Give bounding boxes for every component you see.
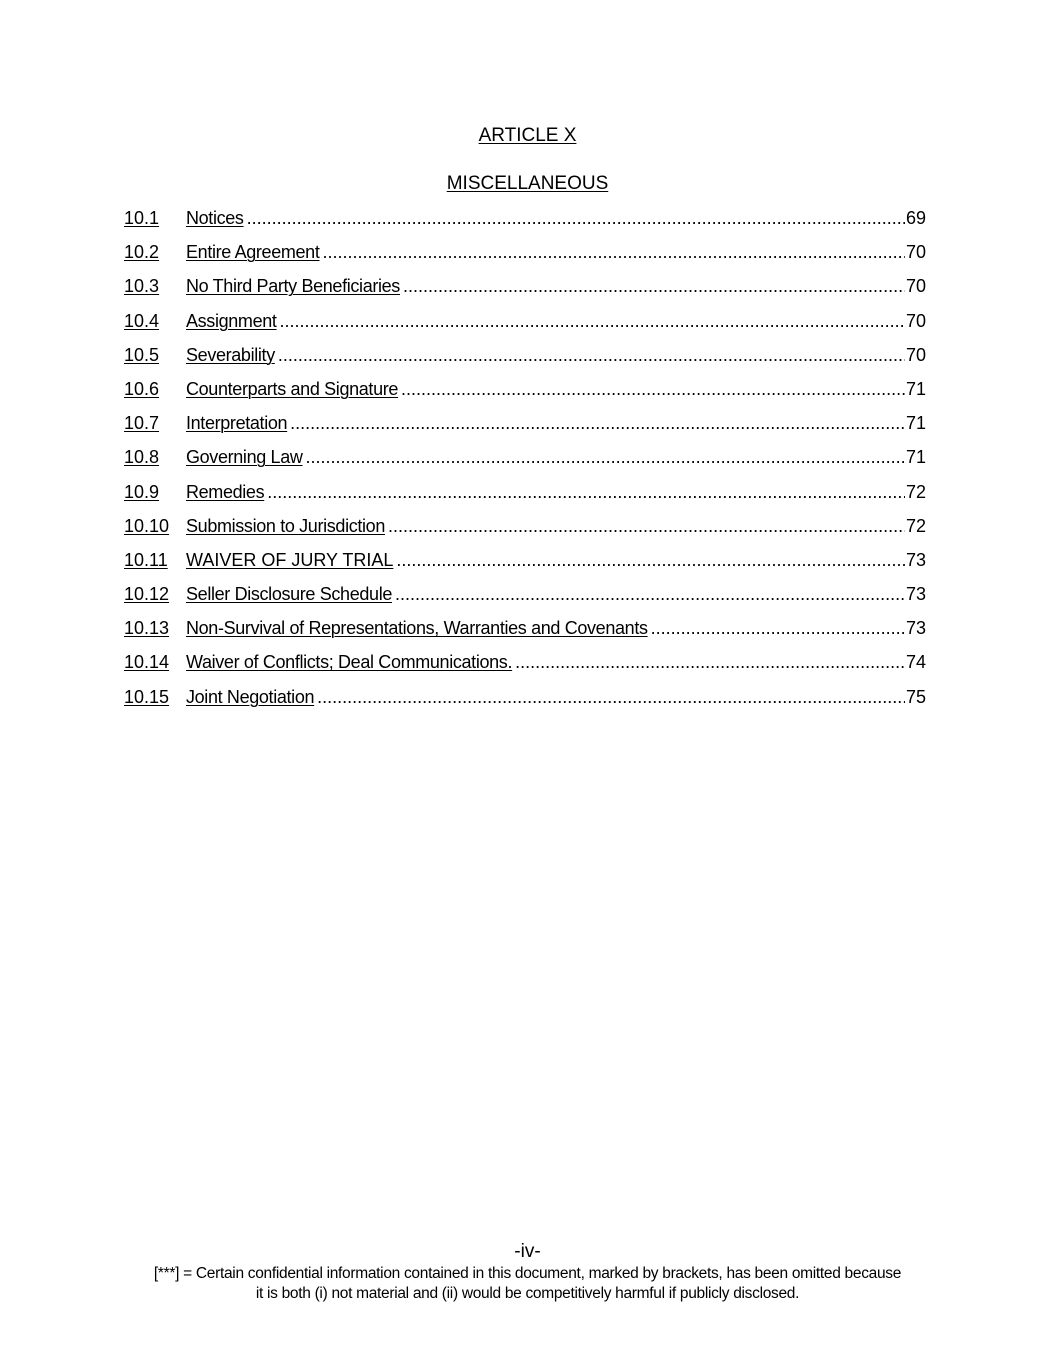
toc-entry-title: No Third Party Beneficiaries	[186, 276, 400, 297]
toc-entry-page: 74	[905, 652, 926, 673]
toc-entry-number: 10.13	[124, 618, 170, 639]
toc-dot-leader	[403, 274, 905, 298]
toc-entry-10-15[interactable]	[124, 685, 926, 719]
footnote-line-1: [***] = Certain confidential information contained in this document, marked by brackets, has been omitted because	[153, 1265, 902, 1282]
toc-entry-number: 10.15	[124, 686, 170, 707]
toc-entry-page: 75	[905, 686, 926, 707]
article-heading	[0, 124, 1055, 148]
toc-entry-10-14[interactable]	[124, 650, 926, 684]
toc-entry-page: 72	[905, 481, 926, 502]
toc-dot-leader	[651, 616, 905, 640]
toc-entry-number: 10.2	[124, 242, 160, 263]
toc-entry-title: Seller Disclosure Schedule	[186, 584, 393, 605]
toc-entry-title: Entire Agreement	[186, 242, 320, 263]
toc-dot-leader	[395, 582, 905, 606]
toc-entry-number: 10.7	[124, 413, 160, 434]
toc-entry-page: 73	[905, 618, 926, 639]
toc-entry-number: 10.14	[124, 652, 170, 673]
toc-dot-leader	[247, 206, 905, 230]
toc-entry-page: 72	[905, 515, 926, 536]
toc-entry-page: 71	[905, 447, 926, 468]
toc-entry-title: Interpretation	[186, 413, 288, 434]
toc-entry-title: Notices	[186, 208, 244, 228]
toc-entry-10-3[interactable]	[124, 274, 926, 308]
toc-entry-title: WAIVER OF JURY TRIAL	[186, 549, 394, 570]
toc-entry-10-8[interactable]	[124, 445, 926, 479]
toc-dot-leader	[515, 650, 905, 674]
toc-entry-title: Assignment	[186, 310, 277, 331]
toc-entry-number: 10.11	[124, 549, 168, 570]
toc-entry-number: 10.9	[124, 481, 160, 502]
toc-entry-title: Submission to Jurisdiction	[186, 515, 385, 536]
toc-entry-title: Remedies	[186, 481, 265, 502]
toc-entry-number: 10.1	[124, 208, 160, 228]
table-of-contents	[124, 206, 926, 719]
toc-entry-page: 71	[905, 378, 926, 399]
toc-dot-leader	[280, 309, 905, 333]
toc-dot-leader	[401, 377, 905, 401]
toc-entry-page: 73	[905, 584, 926, 605]
footnote-line-2: it is both (i) not material and (ii) would be competitively harmful if publicly disclosed.	[255, 1285, 800, 1302]
toc-entry-10-9[interactable]	[124, 480, 926, 514]
toc-dot-leader	[388, 514, 905, 538]
toc-entry-page: 70	[905, 310, 926, 331]
toc-entry-number: 10.4	[124, 310, 160, 331]
toc-dot-leader	[396, 548, 905, 572]
toc-entry-number: 10.6	[124, 378, 160, 399]
toc-entry-number: 10.12	[124, 584, 170, 605]
toc-entry-10-5[interactable]	[124, 343, 926, 377]
confidentiality-footnote	[110, 1264, 945, 1304]
toc-entry-number: 10.3	[124, 276, 160, 297]
toc-entry-10-12[interactable]	[124, 582, 926, 616]
article-heading-text: ARTICLE X	[478, 125, 577, 146]
toc-entry-10-13[interactable]	[124, 616, 926, 650]
toc-entry-10-1[interactable]	[124, 206, 926, 240]
toc-entry-10-10[interactable]	[124, 514, 926, 548]
toc-entry-title: Counterparts and Signature	[186, 378, 399, 399]
toc-entry-title: Governing Law	[186, 447, 303, 468]
toc-entry-page: 70	[905, 242, 926, 263]
toc-entry-10-4[interactable]	[124, 309, 926, 343]
toc-entry-10-7[interactable]	[124, 411, 926, 445]
toc-dot-leader	[278, 343, 905, 367]
toc-entry-number: 10.10	[124, 515, 170, 536]
toc-entry-page: 73	[905, 549, 926, 570]
toc-dot-leader	[267, 480, 905, 504]
toc-entry-page: 69	[905, 208, 926, 228]
toc-entry-10-2[interactable]	[124, 240, 926, 274]
toc-entry-title: Severability	[186, 344, 275, 365]
toc-entry-page: 71	[905, 413, 926, 434]
toc-entry-title: Non-Survival of Representations, Warranties and Covenants	[186, 618, 648, 639]
toc-entry-page: 70	[905, 276, 926, 297]
page-number: -iv-	[514, 1241, 541, 1262]
toc-entry-title: Joint Negotiation	[186, 686, 315, 707]
toc-entry-10-6[interactable]	[124, 377, 926, 411]
toc-entry-number: 10.8	[124, 447, 160, 468]
toc-dot-leader	[322, 240, 904, 264]
article-subheading	[0, 172, 1055, 196]
article-subheading-text: MISCELLANEOUS	[446, 173, 609, 194]
toc-dot-leader	[290, 411, 905, 435]
toc-entry-page: 70	[905, 344, 926, 365]
toc-entry-number: 10.5	[124, 344, 160, 365]
toc-entry-title: Waiver of Conflicts; Deal Communications.	[186, 652, 513, 673]
toc-dot-leader	[306, 445, 905, 469]
toc-dot-leader	[317, 685, 905, 709]
toc-entry-10-11[interactable]	[124, 548, 926, 582]
